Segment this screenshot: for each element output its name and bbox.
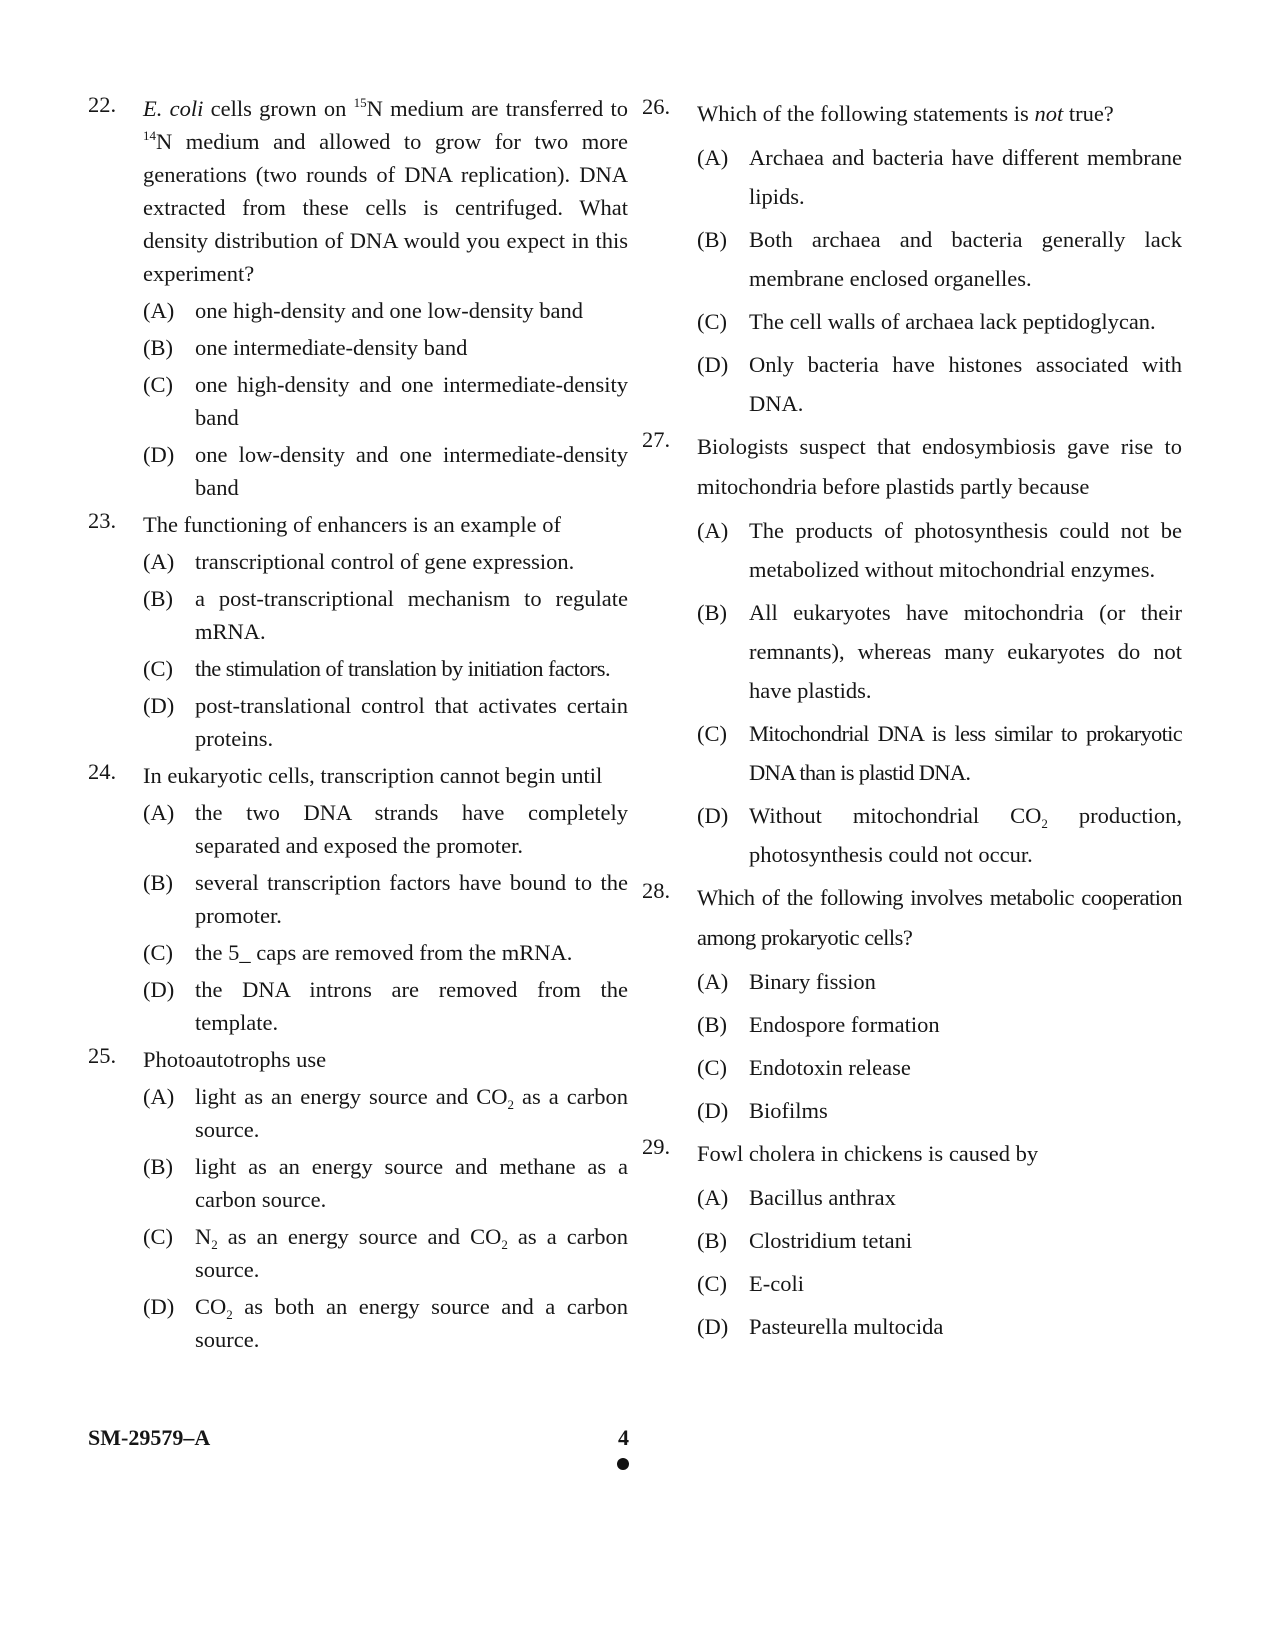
option-b: (B) several transcription factors have bound to the promoter. [143, 870, 628, 928]
question-25 [88, 1043, 628, 1356]
question-29 [642, 1134, 1182, 1346]
question-text: E. coli cells grown on $^{15}$N medium are transferred to $^{14}$N medium and allowed to grow for two more generations (two rounds of DNA replication). DNA extracted from these cells is centrifuged. What density distribution of DNA would you expect in this experiment? [143, 95, 628, 286]
option-c: (C) The cell walls of archaea lack peptidoglycan. [697, 309, 1156, 334]
option-a: (A) Archaea and bacteria have different membrane lipids. [697, 145, 1182, 209]
question-text: Which of the following statements is not true? [697, 101, 1114, 126]
bullet-dot-icon [617, 1458, 629, 1470]
option-d: (D) $CO_2$ as both an energy source and a carbon source. [143, 1294, 628, 1352]
question-text: Photoautotrophs use [143, 1047, 327, 1072]
option-list [697, 1178, 1182, 1346]
option-b: (B) one intermediate-density band [143, 335, 468, 360]
question-number: 22. [88, 92, 117, 117]
question-text: Which of the following involves metabolic cooperation among prokaryotic cells? [697, 885, 1182, 950]
question-text: The functioning of enhancers is an example of [143, 512, 561, 537]
option-d: (D) Pasteurella multocida [697, 1314, 944, 1339]
option-a: (A) Binary fission [697, 969, 876, 994]
option-a: (A) the two DNA strands have completely separated and exposed the promoter. [143, 800, 628, 858]
option-b: (B) a post-transcriptional mechanism to regulate mRNA. [143, 586, 628, 644]
option-d: (D) Only bacteria have histones associated with DNA. [697, 352, 1182, 416]
left-column [88, 92, 628, 1356]
page-number: 4 [618, 1425, 629, 1450]
option-c: (C) the 5_ caps are removed from the mRNA. [143, 940, 573, 965]
question-number: 28. [642, 878, 671, 903]
option-c: (C) $N_2$ as an energy source and $CO_2$ as a carbon source. [143, 1224, 628, 1282]
question-text: Biologists suspect that endosymbiosis gave rise to mitochondria before plastids partly because [697, 434, 1182, 499]
question-number: 23. [88, 508, 117, 533]
option-b: (B) Clostridium tetani [697, 1228, 913, 1253]
option-d: (D) post-translational control that activates certain proteins. [143, 693, 628, 751]
option-c: (C) E-coli [697, 1271, 804, 1296]
option-a: (A) The products of photosynthesis could not be metabolized without mitochondrial enzymes. [697, 518, 1182, 582]
right-column [642, 94, 1182, 1346]
option-c: (C) Mitochondrial DNA is less similar to prokaryotic DNA than is plastid DNA. [697, 721, 1182, 785]
question-28 [642, 878, 1182, 1130]
option-b: (B) Both archaea and bacteria generally lack membrane enclosed organelles. [697, 227, 1182, 291]
option-d: (D) the DNA introns are removed from the template. [143, 977, 628, 1035]
question-24 [88, 759, 628, 1039]
option-b: (B) All eukaryotes have mitochondria (or their remnants), whereas many eukaryotes do not have plastids. [697, 600, 1182, 703]
option-list [697, 138, 1182, 423]
question-number: 26. [642, 94, 671, 119]
question-text: Fowl cholera in chickens is caused by [697, 1141, 1039, 1166]
question-23 [88, 508, 628, 755]
option-list [143, 796, 628, 1039]
option-c: (C) Endotoxin release [697, 1055, 911, 1080]
option-list [143, 545, 628, 755]
question-number: 27. [642, 427, 671, 452]
option-d: (D) one low-density and one intermediate-density band [143, 442, 628, 500]
option-a: (A) light as an energy source and $CO_2$ as a carbon source. [143, 1084, 628, 1142]
option-b: (B) Endospore formation [697, 1012, 940, 1037]
option-a: (A) one high-density and one low-density band [143, 298, 584, 323]
option-d: (D) Without mitochondrial $CO_2$ production, photosynthesis could not occur. [697, 803, 1182, 867]
option-a: (A) transcriptional control of gene expression. [143, 549, 575, 574]
question-22 [88, 92, 628, 504]
option-list [697, 962, 1182, 1130]
option-list [143, 294, 628, 504]
paper-code: SM-29579–A [88, 1425, 211, 1450]
option-c: (C) the stimulation of translation by initiation factors. [143, 656, 610, 681]
question-number: 29. [642, 1134, 671, 1159]
question-number: 25. [88, 1043, 117, 1068]
option-list [143, 1080, 628, 1356]
question-text: In eukaryotic cells, transcription cannot begin until [143, 763, 603, 788]
option-c: (C) one high-density and one intermediate-density band [143, 372, 628, 430]
option-b: (B) light as an energy source and methane as a carbon source. [143, 1154, 628, 1212]
option-d: (D) Biofilms [697, 1098, 828, 1123]
option-list [697, 511, 1182, 874]
question-27 [642, 427, 1182, 874]
question-26 [642, 94, 1182, 423]
question-number: 24. [88, 759, 117, 784]
option-a: (A) Bacillus anthrax [697, 1185, 896, 1210]
